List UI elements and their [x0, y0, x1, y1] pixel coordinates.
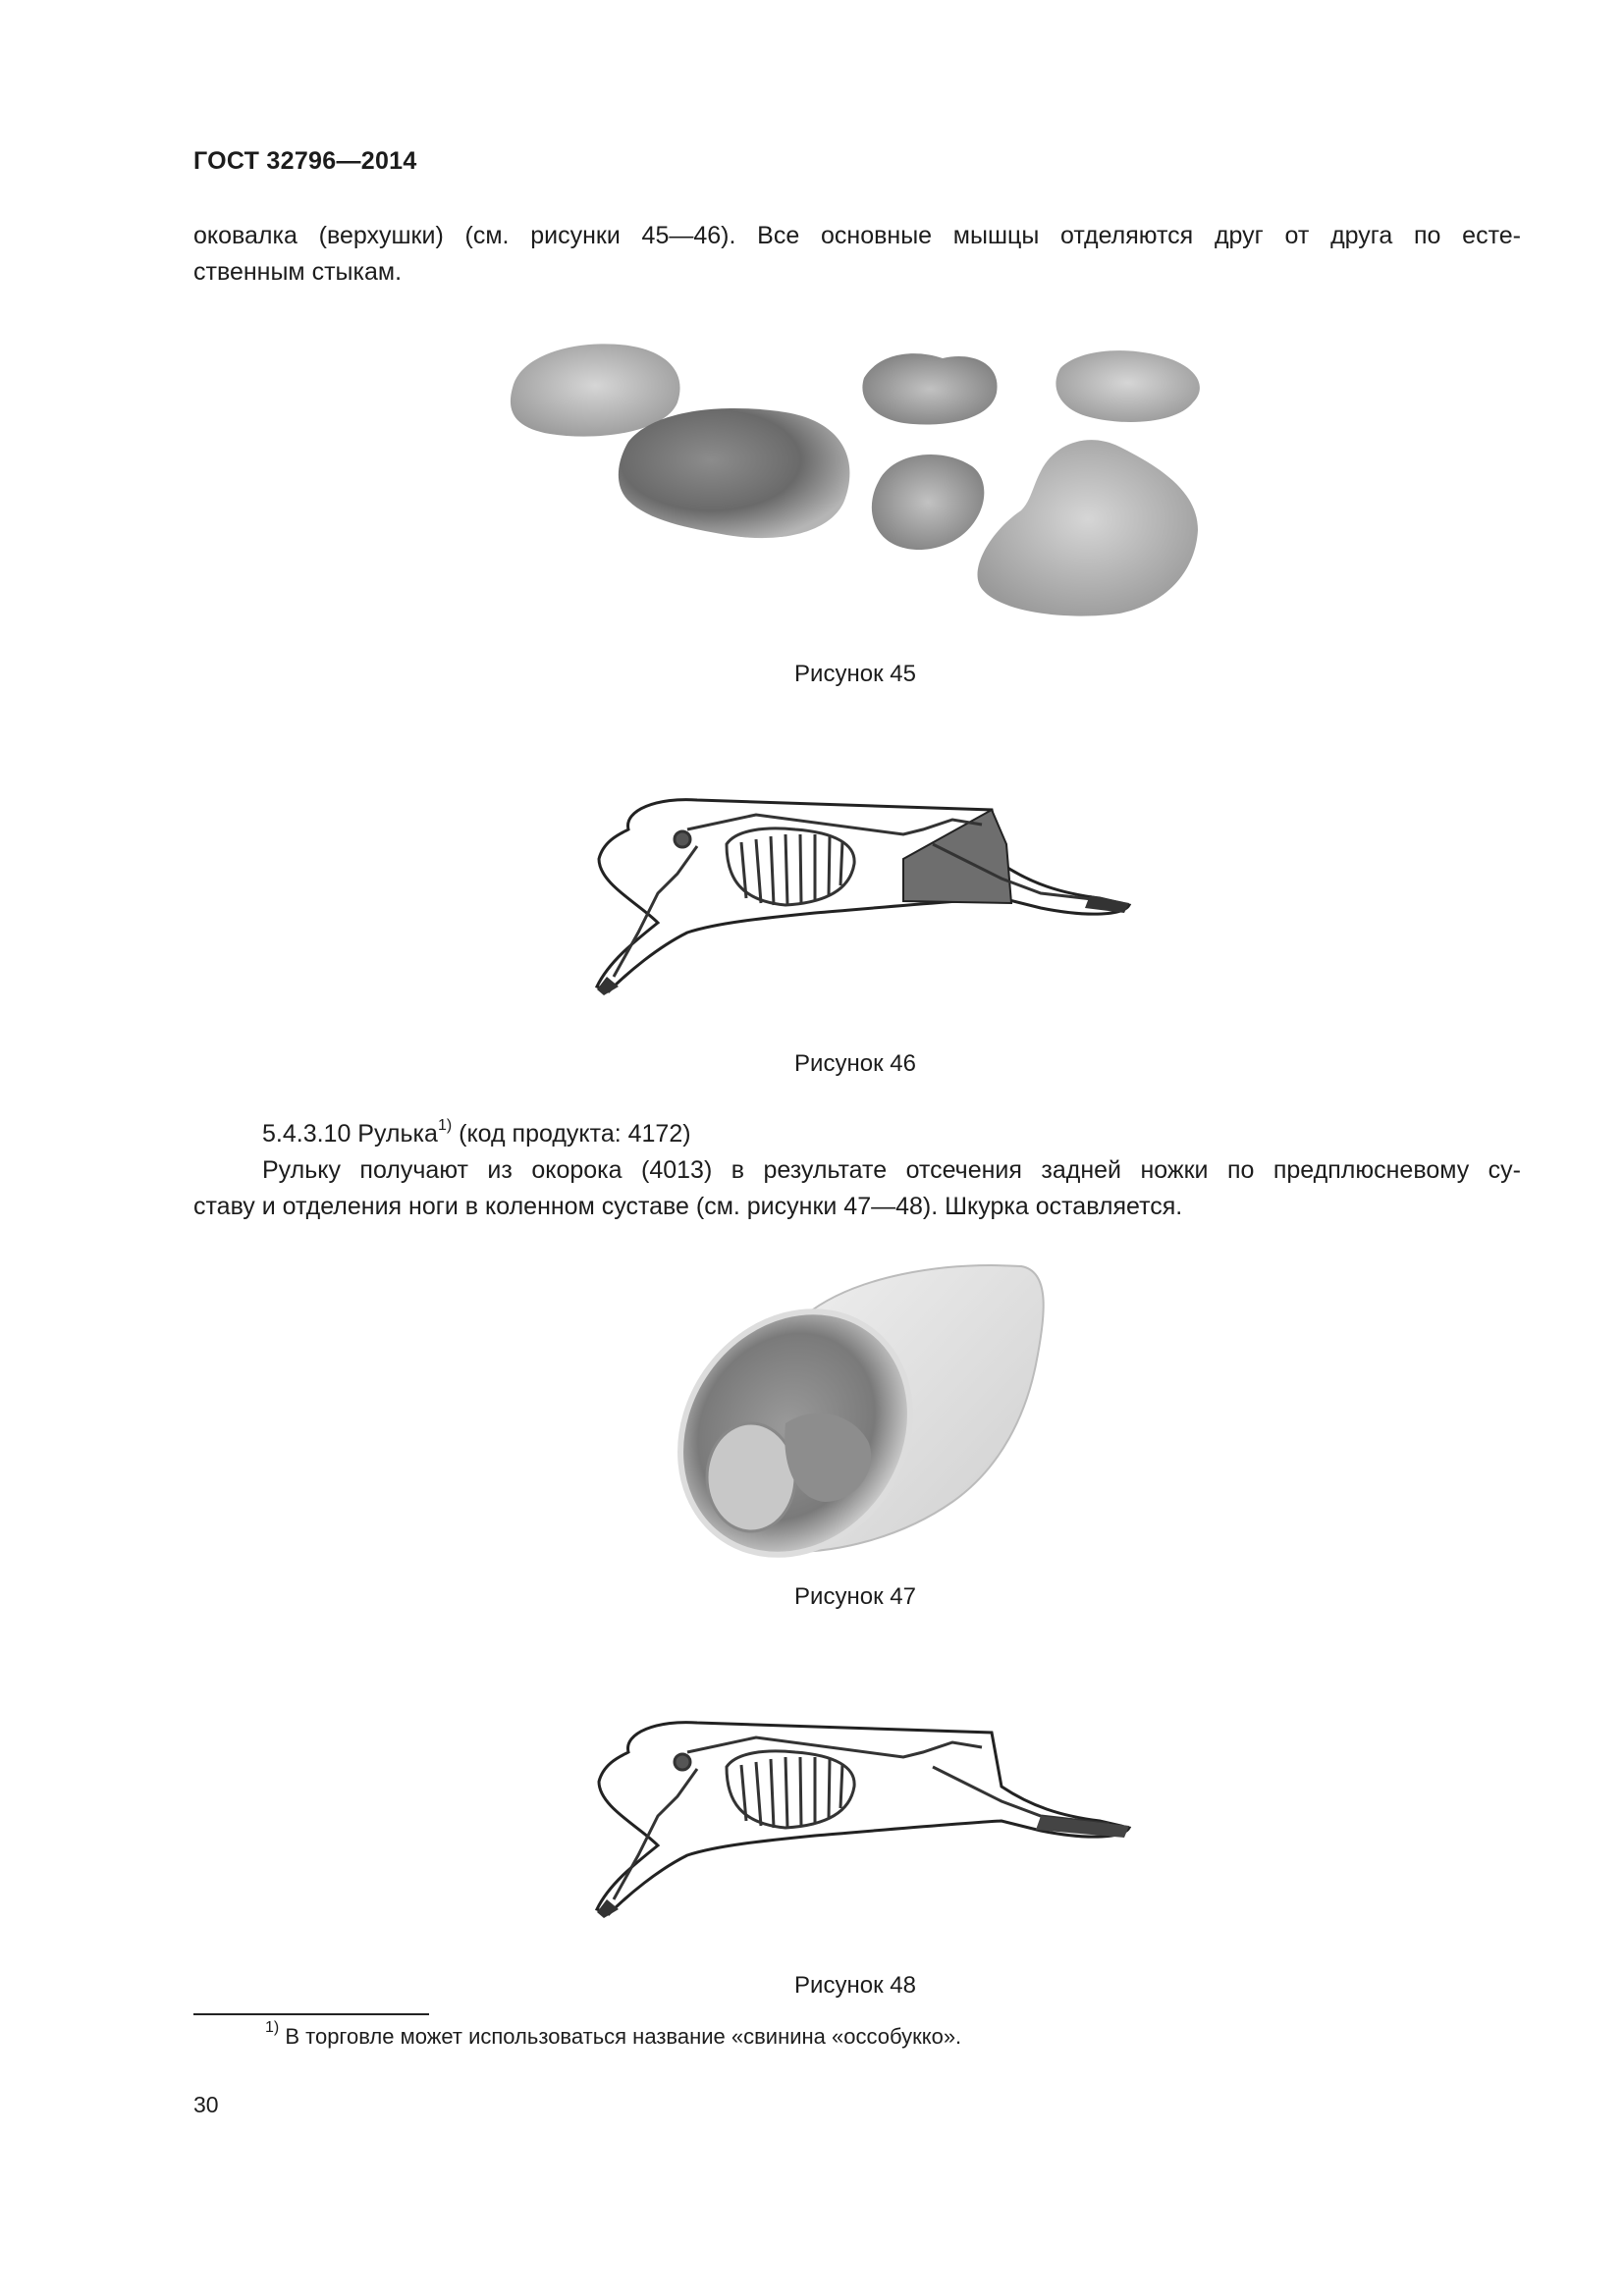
document-header: ГОСТ 32796—2014 — [193, 147, 417, 175]
meat-piece-3 — [862, 353, 997, 424]
caption-figure-48: Рисунок 48 — [794, 1972, 916, 1999]
caption-figure-45: Рисунок 45 — [794, 661, 916, 687]
figure-48-carcass-diagram — [579, 1708, 1139, 1924]
section-body-line-2: ставу и отделения ноги в коленном суставе (см. рисунки 47—48). Шкурка оставляется. — [193, 1193, 1183, 1220]
footnote-text: В торговле может использоваться название «свинина «оссобукко». — [279, 2024, 962, 2049]
meat-piece-6 — [978, 440, 1198, 615]
figure-47-pork-shank — [658, 1256, 1070, 1571]
intro-line-1: оковалка (верхушки) (см. рисунки 45—46). Все основные мышцы отделяются друг от друга по есте- — [193, 222, 1521, 249]
meat-piece-2 — [619, 408, 850, 538]
intro-paragraph — [193, 218, 1521, 291]
section-heading-suffix: (код продукта: 4172) — [452, 1120, 691, 1148]
caption-figure-47: Рисунок 47 — [794, 1583, 916, 1610]
shank-bone — [707, 1423, 795, 1531]
footnote — [265, 2019, 962, 2050]
meat-piece-5 — [872, 454, 985, 550]
meat-piece-4 — [1056, 350, 1199, 422]
page-number: 30 — [193, 2092, 219, 2117]
section-heading-prefix: 5.4.3.10 Рулька — [262, 1120, 438, 1148]
footnote-marker: 1) — [265, 2019, 280, 2036]
intro-line-2: ственным стыкам. — [193, 258, 403, 286]
figure-46-carcass-diagram — [579, 785, 1139, 1001]
section-heading — [193, 1116, 1521, 1152]
figure-45-meat-cuts — [491, 334, 1218, 648]
caption-figure-46: Рисунок 46 — [794, 1050, 916, 1077]
section-body-line-1: Рульку получают из окорока (4013) в результате отсечения задней ножки по предплюсневому су- — [262, 1156, 1521, 1184]
section-paragraph — [193, 1116, 1521, 1225]
footnote-ref: 1) — [437, 1117, 453, 1134]
footnote-separator — [193, 2013, 429, 2015]
